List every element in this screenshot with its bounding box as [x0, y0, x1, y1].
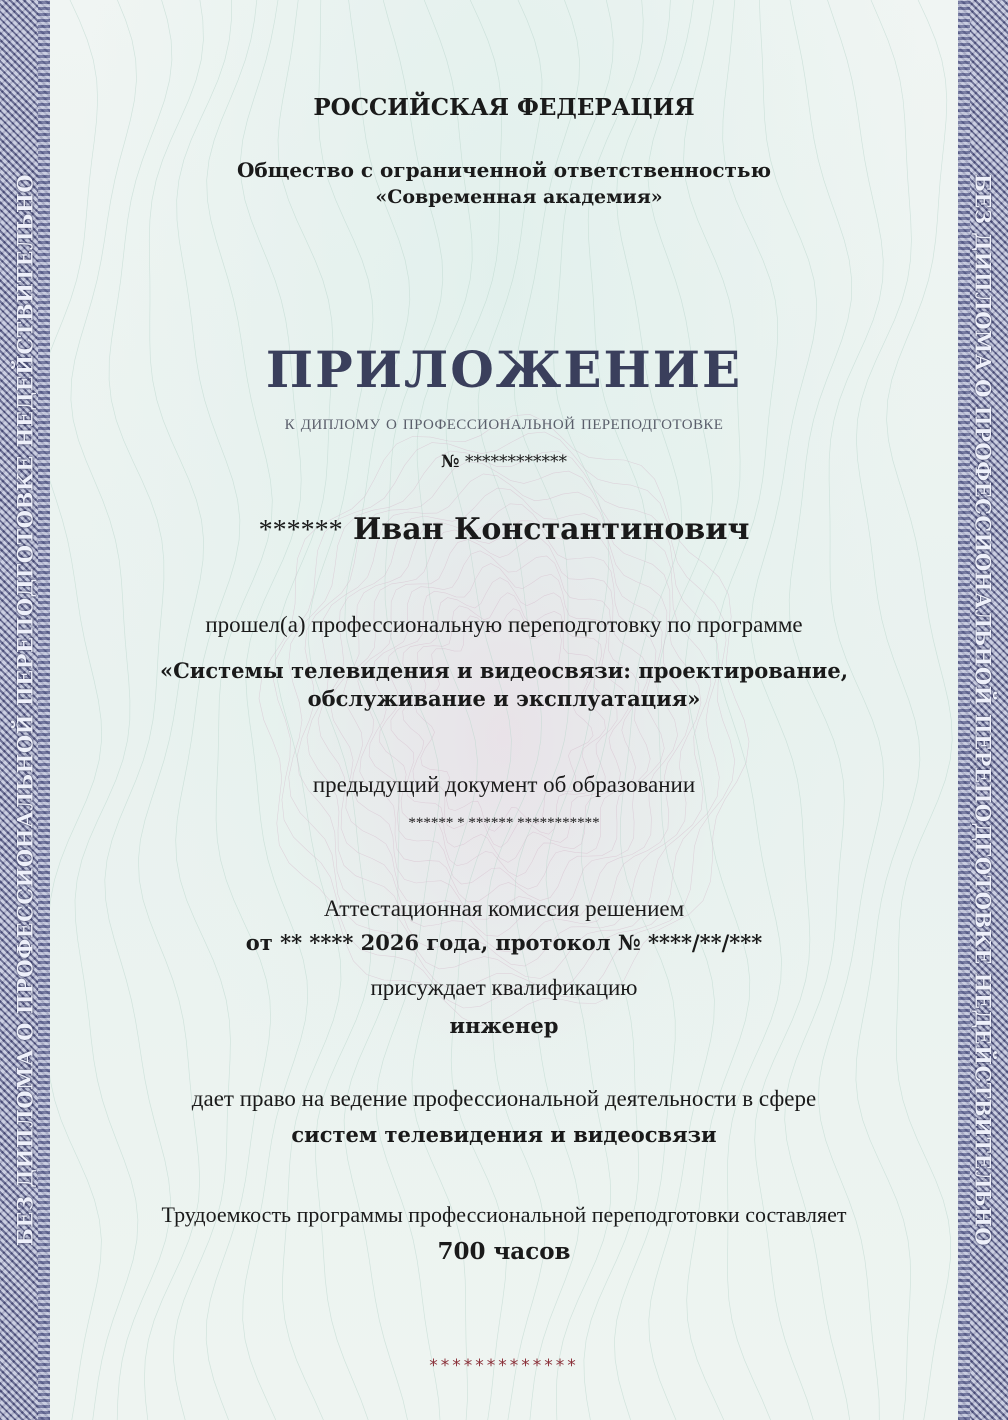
previous-education-value: ****** * ****** *********** — [408, 815, 600, 831]
left-security-border — [0, 0, 50, 1420]
document-title: ПРИЛОЖЕНИЕ — [265, 340, 743, 399]
holder-surname: ****** — [258, 515, 343, 546]
activity-sphere: систем телевидения и видеосвязи — [291, 1122, 717, 1147]
right-security-border — [958, 0, 1008, 1420]
program-intro-text: прошел(а) профессиональную переподготовку по программе — [205, 612, 803, 637]
left-border-text: БЕЗ ДИПЛОМА О ПРОФЕССИОНАЛЬНОЙ ПЕРЕПОДГОТОВКЕ НЕДЕЙСТВИТЕЛЬНО — [12, 173, 38, 1247]
footer-stars: ************* — [429, 1356, 579, 1376]
program-name-line2: обслуживание и эксплуатация» — [307, 686, 701, 711]
previous-education-label: предыдущий документ об образовании — [312, 772, 696, 797]
right-border-text: БЕЗ ДИПЛОМА О ПРОФЕССИОНАЛЬНОЙ ПЕРЕПОДГОТОВКЕ НЕДЕЙСТВИТЕЛЬНО — [970, 173, 996, 1247]
document-number — [50, 452, 958, 472]
number-value: ************ — [464, 452, 567, 472]
number-sign: № — [441, 452, 460, 472]
document-subtitle: к диплому о профессиональной переподготовке — [284, 410, 724, 434]
commission-decision: от ** **** 2026 года, протокол № ****/**/*** — [245, 930, 763, 955]
awards-qualification-label: присуждает квалификацию — [370, 975, 638, 1000]
organization-name: «Современная академия» — [375, 186, 663, 208]
country-heading: РОССИЙСКАЯ ФЕДЕРАЦИЯ — [313, 94, 695, 121]
workload-hours: 700 часов — [437, 1238, 571, 1265]
commission-label: Аттестационная комиссия решением — [323, 896, 685, 921]
activity-right-label: дает право на ведение профессиональной деятельности в сфере — [191, 1086, 817, 1111]
holder-full-name — [50, 512, 958, 547]
program-name-line1: «Системы телевидения и видеосвязи: проектирование, — [159, 658, 849, 683]
qualification-value: инженер — [449, 1013, 559, 1038]
workload-label: Трудоемкость программы профессиональной переподготовки составляет — [161, 1202, 847, 1227]
organization-type: Общество с ограниченной ответственностью — [236, 158, 772, 182]
holder-name: Иван Константинович — [353, 512, 750, 547]
